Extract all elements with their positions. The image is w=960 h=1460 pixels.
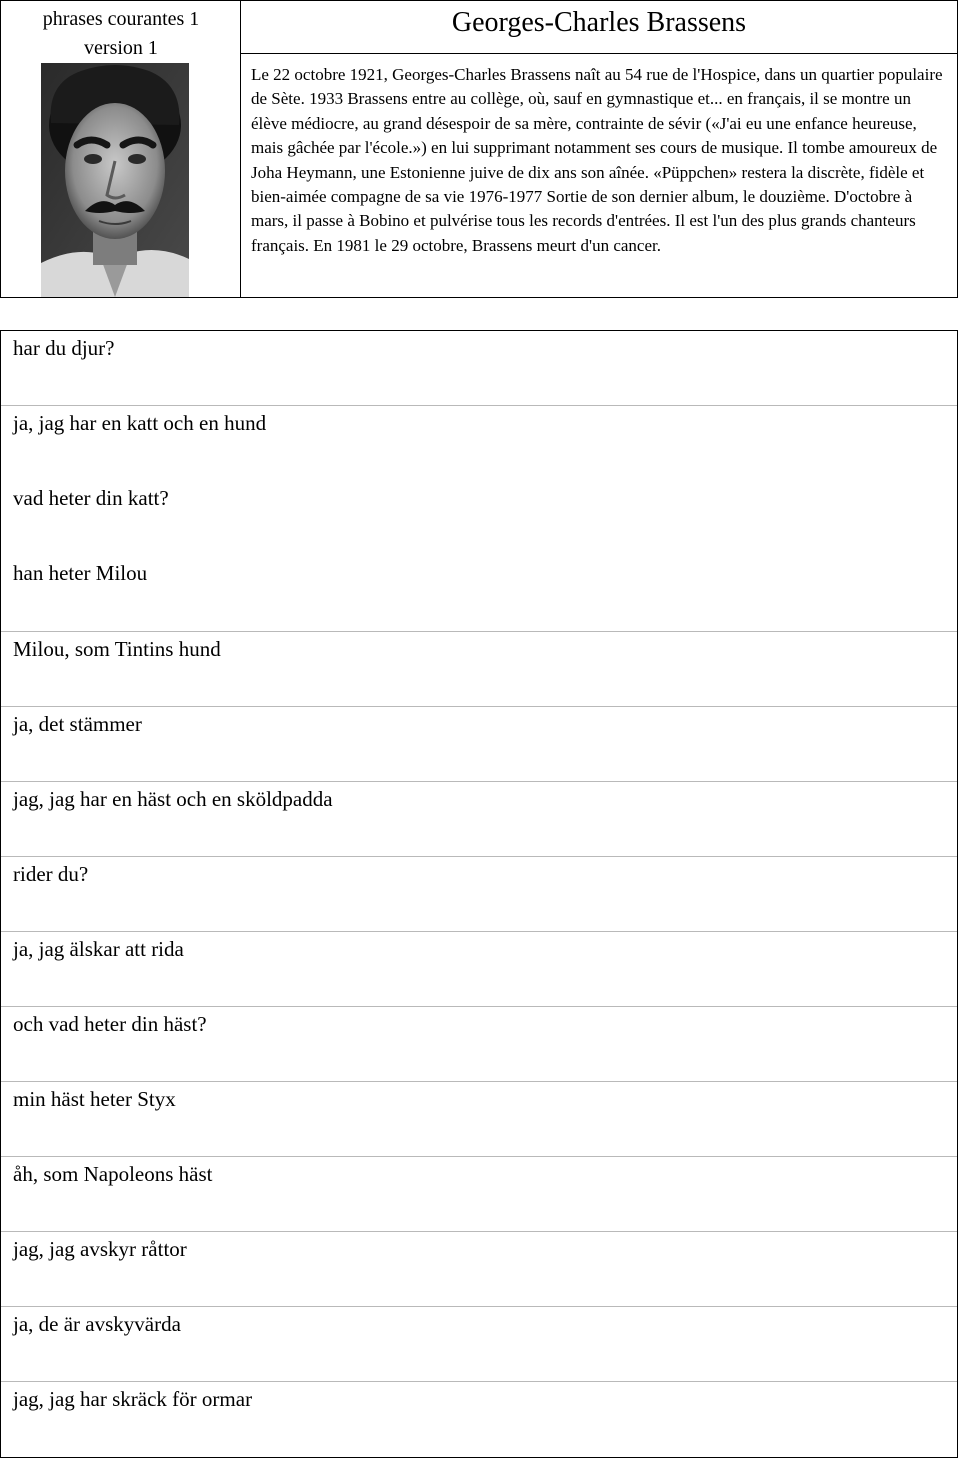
phrase-text: jag, jag avskyr råttor xyxy=(13,1237,187,1261)
phrases-table xyxy=(0,330,958,1458)
phrase-row xyxy=(1,632,957,707)
phrase-row xyxy=(1,707,957,782)
phrase-text: åh, som Napoleons häst xyxy=(13,1162,213,1186)
phrase-row xyxy=(1,1382,957,1457)
phrase-row xyxy=(1,1307,957,1382)
phrase-text: har du djur? xyxy=(13,336,115,360)
phrase-row xyxy=(1,857,957,932)
title-divider xyxy=(241,53,957,54)
header-content-cell xyxy=(241,1,957,297)
phrase-text: och vad heter din häst? xyxy=(13,1012,207,1036)
document-label xyxy=(1,5,241,63)
phrase-row xyxy=(1,331,957,406)
phrase-text: han heter Milou xyxy=(13,561,148,585)
phrase-row xyxy=(1,782,957,857)
biography-text: Le 22 octobre 1921, Georges-Charles Brassens naît au 54 rue de l'Hospice, dans un quartier populaire de Sète. 1933 Brassens entre au collège, où, sauf en gymnastique et... en français, il se montre un élève médiocre, au grand désespoir de sa mère, contrainte de sévir («J'ai eu une enfance heureuse, mais gâchée par l'école.») en lui supprimant notamment ses cours de musique. Il tombe amoureux de Joha Heymann, une Estonienne juive de dix ans son aînée. «Püppchen» restera la discrète, fidèle et bien-aimée compagne de sa vie 1976-1977 Sortie de son dernier album, le douzième. D'octobre à mars, il passe à Bobino et pulvérise tous les records d'entrées. Il est l'un des plus grands chanteurs français. En 1981 le 29 octobre, Brassens meurt d'un cancer. xyxy=(251,65,943,255)
phrase-row xyxy=(1,406,957,481)
phrase-row xyxy=(1,1157,957,1232)
document-label-line-1: phrases courantes 1 xyxy=(42,8,200,30)
phrase-text: ja, de är avskyvärda xyxy=(13,1312,181,1336)
document-label-line-2: version 1 xyxy=(84,37,158,59)
phrase-text: vad heter din katt? xyxy=(13,486,169,510)
phrase-text: jag, jag har en häst och en sköldpadda xyxy=(13,787,333,811)
phrase-row xyxy=(1,932,957,1007)
page-title: Georges-Charles Brassens xyxy=(451,7,747,38)
phrase-row xyxy=(1,1232,957,1307)
phrase-row xyxy=(1,556,957,632)
phrase-text: ja, jag har en katt och en hund xyxy=(13,411,267,435)
phrase-text: min häst heter Styx xyxy=(13,1087,176,1111)
phrase-row xyxy=(1,481,957,556)
phrase-row xyxy=(1,1007,957,1082)
phrase-text: rider du? xyxy=(13,862,89,886)
phrase-text: jag, jag har skräck för ormar xyxy=(13,1387,253,1411)
portrait-photo xyxy=(41,63,189,297)
phrase-row xyxy=(1,1082,957,1157)
phrase-text: Milou, som Tintins hund xyxy=(13,637,221,661)
phrase-text: ja, det stämmer xyxy=(13,712,142,736)
header-table xyxy=(0,0,958,298)
header-label-cell xyxy=(1,1,241,297)
phrase-text: ja, jag älskar att rida xyxy=(13,937,184,961)
